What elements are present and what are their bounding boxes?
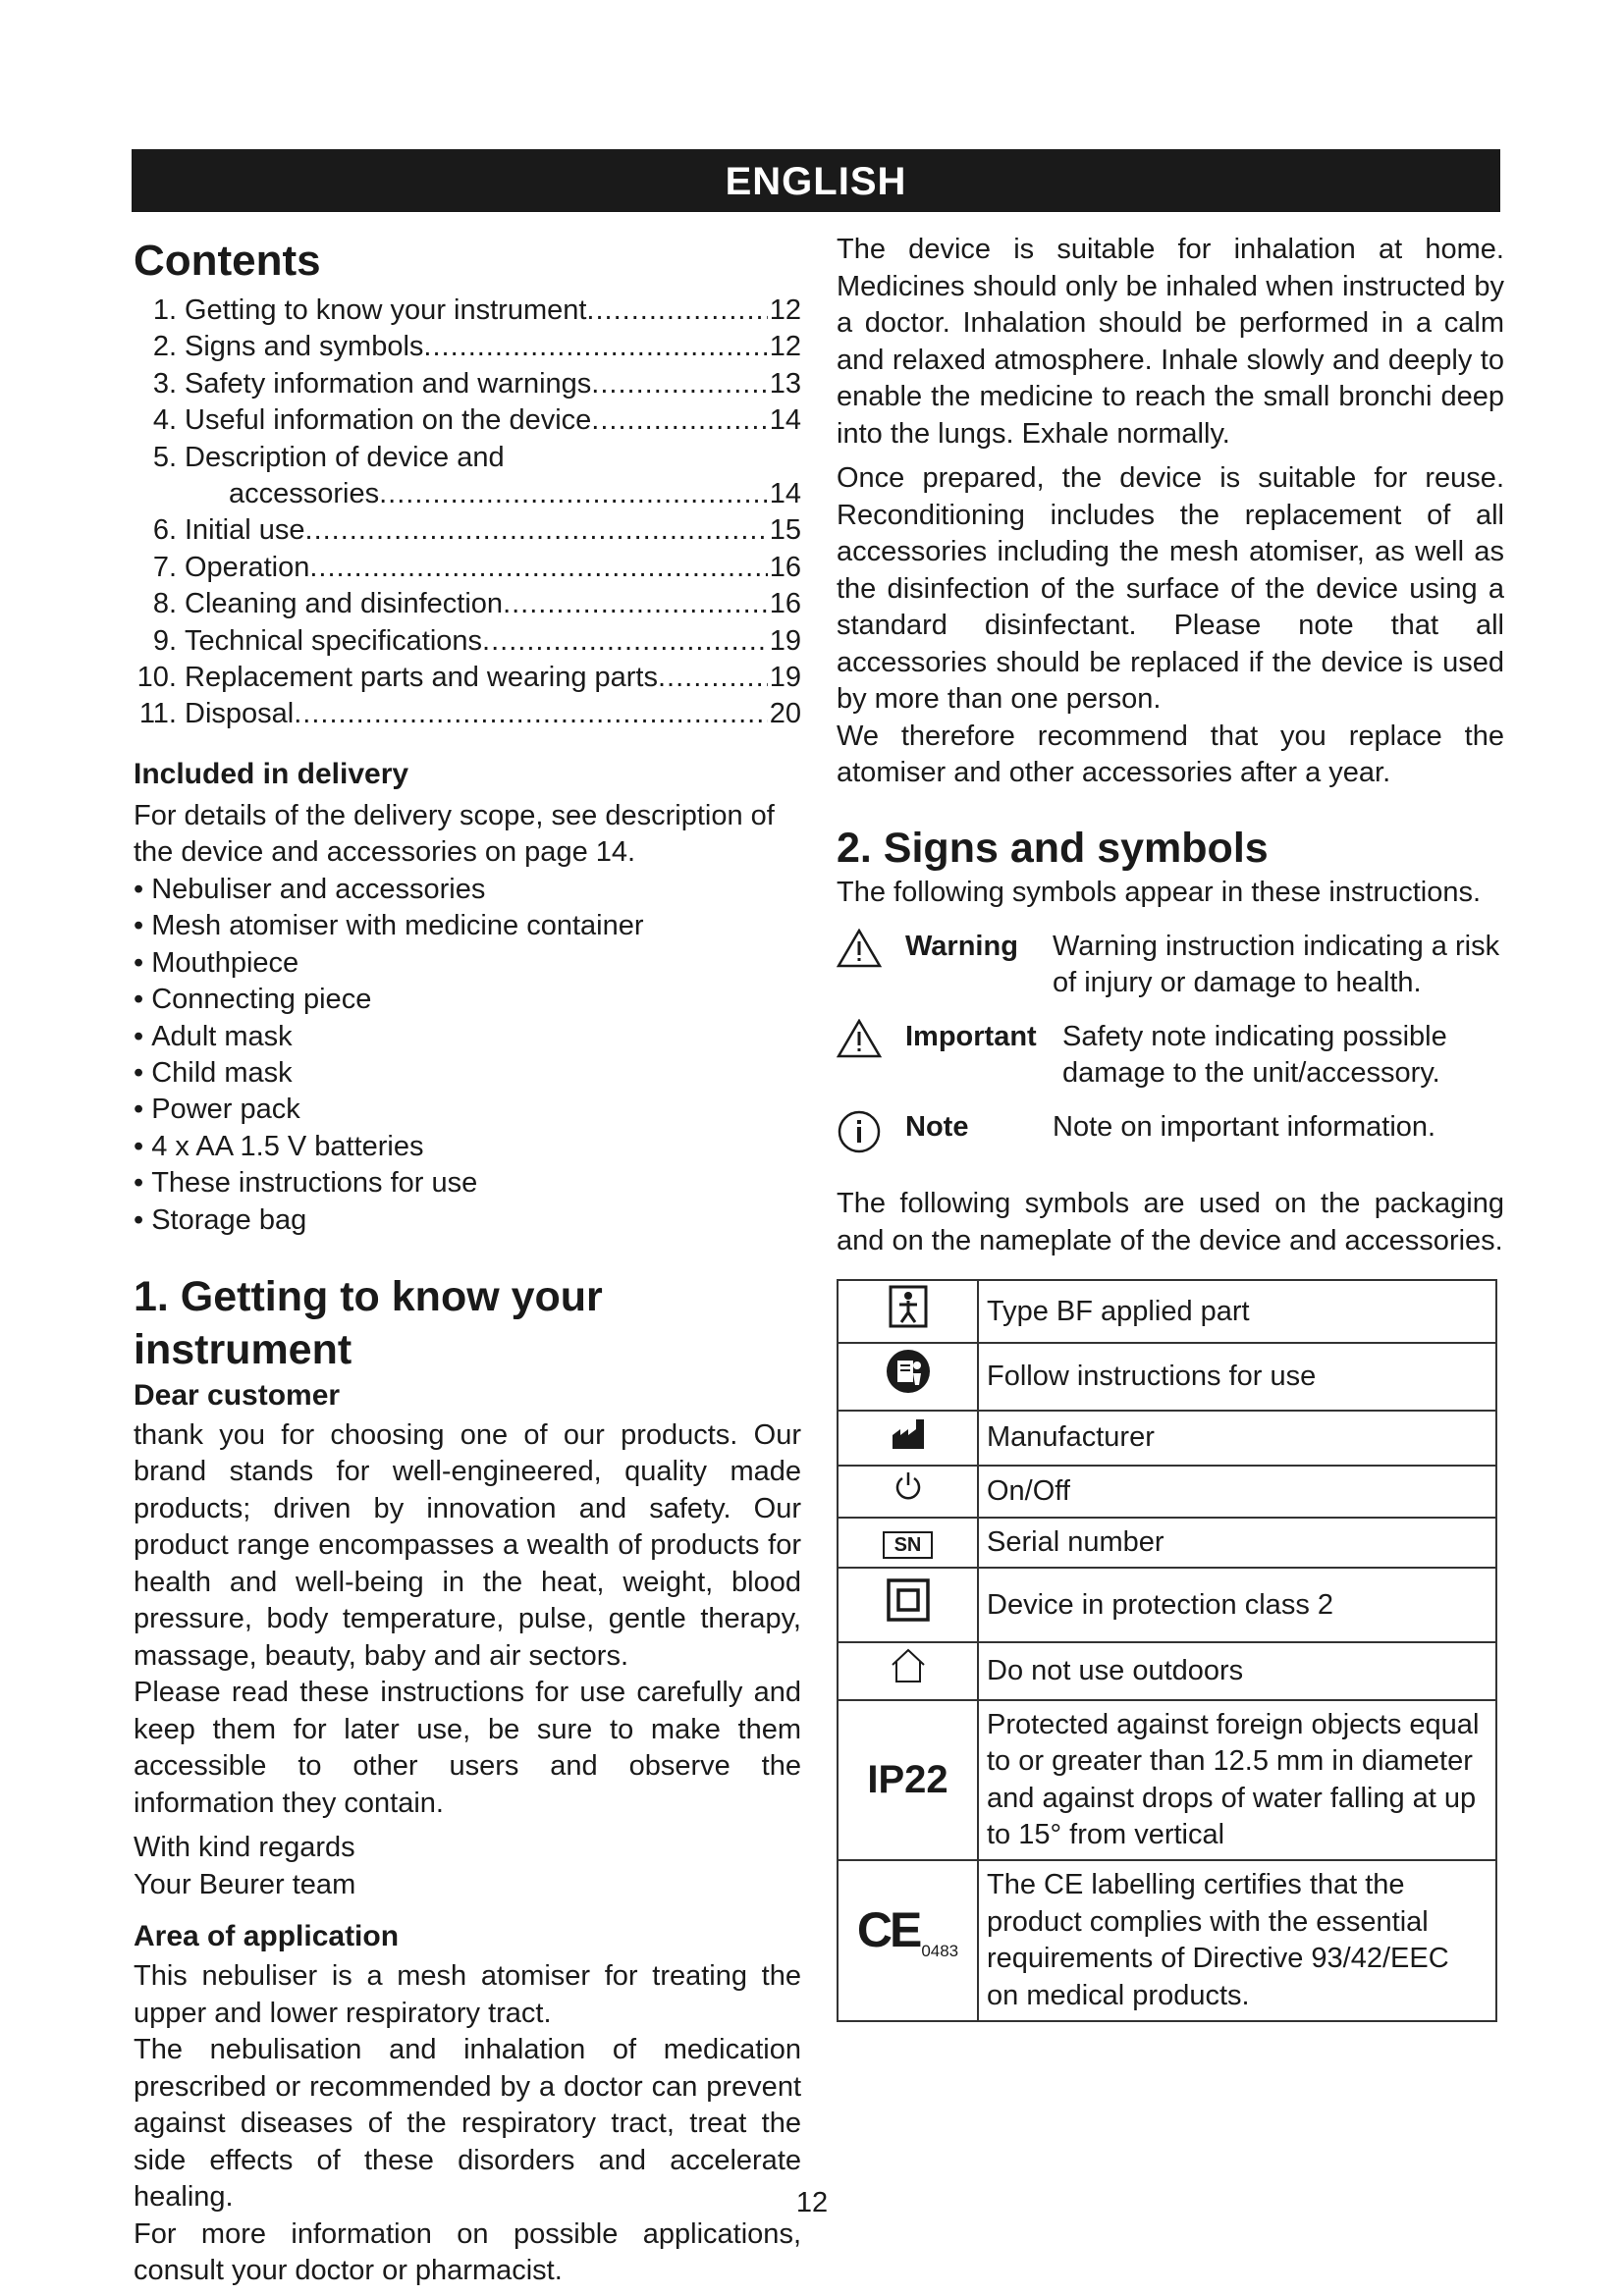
protection-class-2-icon [838,1568,978,1642]
table-cell: Protected against foreign objects equal to or greater than 12.5 mm in diameter and against drops of water falling at up to 15° from vertical [978,1700,1496,1861]
toc-title: Technical specifications [185,624,483,657]
legend-label: Warning [905,931,1018,962]
area-heading: Area of application [134,1920,400,1953]
toc-item[interactable] [134,586,801,622]
table-row [838,1518,1496,1568]
legend-desc: Safety note indicating possible damage to the unit/accessory. [1062,1021,1447,1089]
page-number: 12 [795,2187,829,2218]
signature-line: Your Beurer team [134,1868,356,1900]
toc-item[interactable] [134,660,801,696]
toc-title: Replacement parts and wearing parts [185,662,658,694]
intro-paragraph: thank you for choosing one of our products. Our brand stands for well-engineered, quality made products; driven by innovation and safety. Our product range encompasses a wealth of products for health and well-being in the heat, weight, blood pressure, body temperature, pulse, gentle therapy, massage, beauty, baby and air sectors. [134,1418,801,1672]
toc-page: 14 [769,404,801,437]
language-banner: ENGLISH [132,149,1500,212]
toc-page: 12 [769,331,801,363]
info-circle-icon [837,1109,905,1164]
follow-instructions-icon [838,1343,978,1410]
legend-note [837,1109,1504,1164]
section2-heading: 2. Signs and symbols [837,824,1269,872]
toc-item[interactable] [134,440,801,476]
table-cell: The CE labelling certifies that the product complies with the essential requirements of Directive 93/42/EEC on medical products. [978,1860,1496,2021]
ip22-mark: IP22 [838,1700,978,1861]
legend-warning [837,929,1504,1001]
warning-triangle-icon [837,929,905,978]
indoor-use-icon [838,1642,978,1699]
warning-triangle-icon [837,1019,905,1068]
list-item: • Mouthpiece [134,945,801,982]
toc-page: 16 [769,551,801,583]
toc-item[interactable] [134,293,801,329]
toc-page: 20 [769,698,801,730]
toc-title: Signs and symbols [185,331,424,363]
toc-title: Initial use [185,514,305,547]
toc-item[interactable] [134,402,801,439]
toc-title: Cleaning and disinfection [185,588,504,620]
toc-number: 9. [152,624,177,657]
included-heading: Included in delivery [134,757,409,790]
toc-item[interactable] [134,366,801,402]
toc-number: 1. [152,294,177,326]
included-intro: For details of the delivery scope, see description of the device and accessories on page 14. [134,799,775,869]
toc-item[interactable] [134,623,801,660]
toc-item[interactable] [134,696,801,732]
toc-title: Getting to know your instrument [185,294,587,326]
toc-item[interactable] [134,512,801,549]
table-row [838,1343,1496,1410]
toc-number: 4. [152,404,177,437]
toc-title: Useful information on the device [185,404,592,437]
manufacturer-icon [838,1411,978,1466]
list-item: • Nebuliser and accessories [134,872,801,908]
legend-label: Note [905,1111,969,1143]
list-item: • 4 x AA 1.5 V batteries [134,1129,801,1165]
toc-page: 16 [769,588,801,620]
toc-item[interactable] [134,329,801,365]
toc-page: 19 [769,662,801,694]
toc-title: Safety information and warnings [185,367,592,400]
home-use-paragraph: The device is suitable for inhalation at home. Medicines should only be inhaled when instructed by a doctor. Inhalation should be performed in a calm and relaxed atmosphere. Inhale slowly and deeply to enable the medicine to reach the small bronchi deep into the lungs. Exhale normally. [837,234,1504,450]
toc-title: accessories [229,478,380,510]
table-cell: Device in protection class 2 [978,1568,1496,1642]
table-cell: On/Off [978,1466,1496,1517]
toc-page: 14 [769,478,801,510]
power-icon [838,1466,978,1517]
table-row [838,1568,1496,1642]
area-paragraph-1: This nebuliser is a mesh atomiser for treating the upper and lower respiratory tract. [134,1960,801,2029]
list-item: • These instructions for use [134,1165,801,1201]
toc-page: 15 [769,514,801,547]
legend-important [837,1019,1504,1092]
legend-desc: Note on important information. [1053,1111,1436,1143]
toc-page: 13 [769,367,801,400]
toc-number: 11. [138,698,177,730]
toc-number: 8. [152,588,177,620]
table-row [838,1700,1496,1861]
table-cell: Follow instructions for use [978,1343,1496,1410]
dear-customer-heading: Dear customer [134,1378,341,1412]
area-paragraph-2: The nebulisation and inhalation of medication prescribed or recommended by a doctor can prevent against diseases of the respiratory tract, treat the side effects of these disorders and accelerate healing. [134,2034,801,2214]
included-list [134,872,801,1239]
toc-number: 10. [136,662,177,694]
ce-mark: CE $_{0483}$ [838,1860,978,2021]
table-of-contents [134,293,801,733]
toc-item[interactable] [134,550,801,586]
toc-title: Operation [185,551,310,583]
table-cell: Do not use outdoors [978,1642,1496,1699]
legend-desc: Warning instruction indicating a risk of injury or damage to health. [1053,931,1500,998]
toc-number: 7. [152,551,177,583]
legend-label: Important [905,1021,1037,1052]
table-cell: Serial number [978,1518,1496,1568]
toc-title: Description of device and [185,441,505,473]
list-item: • Connecting piece [134,982,801,1018]
toc-item-continued[interactable] [134,476,801,512]
replace-paragraph: We therefore recommend that you replace the atomiser and other accessories after a year. [837,720,1504,788]
left-column [134,232,801,2290]
packaging-intro: The following symbols are used on the packaging and on the nameplate of the device and accessories. [837,1188,1504,1256]
list-item: • Power pack [134,1092,801,1128]
section1-heading: 1. Getting to know your instrument [134,1272,603,1373]
table-row [838,1280,1496,1343]
list-item: • Child mask [134,1055,801,1092]
list-item: • Storage bag [134,1202,801,1239]
toc-number: 6. [152,514,177,547]
table-row [838,1466,1496,1517]
type-bf-icon [838,1280,978,1343]
toc-number: 2. [152,331,177,363]
symbols-table [837,1279,1497,2022]
toc-page: 19 [769,624,801,657]
serial-number-icon: SN [838,1518,978,1568]
right-column [837,232,1504,2022]
table-cell: Manufacturer [978,1411,1496,1466]
reuse-paragraph: Once prepared, the device is suitable for reuse. Reconditioning includes the replacement of all accessories including the mesh atomiser, as well as the disinfection of the surface of the device using a standard disinfectant. Please note that all accessories should be replaced if the device is used by more than one person. [837,462,1504,715]
contents-title: Contents [134,237,321,285]
table-cell: Type BF applied part [978,1280,1496,1343]
toc-title: Disposal [185,698,295,730]
list-item: • Mesh atomiser with medicine container [134,908,801,944]
table-row [838,1411,1496,1466]
toc-page: 12 [769,294,801,326]
table-row [838,1860,1496,2021]
area-paragraph-3: For more information on possible applications, consult your doctor or pharmacist. [134,2217,801,2287]
toc-number: 5. [152,441,177,473]
table-row [838,1642,1496,1699]
list-item: • Adult mask [134,1019,801,1055]
regards-line: With kind regards [134,1832,355,1864]
instructions-paragraph: Please read these instructions for use carefully and keep them for later use, be sure to make them accessible to other users and observe the information they contain. [134,1677,801,1819]
toc-number: 3. [152,367,177,400]
symbols-intro: The following symbols appear in these instructions. [837,876,1482,908]
